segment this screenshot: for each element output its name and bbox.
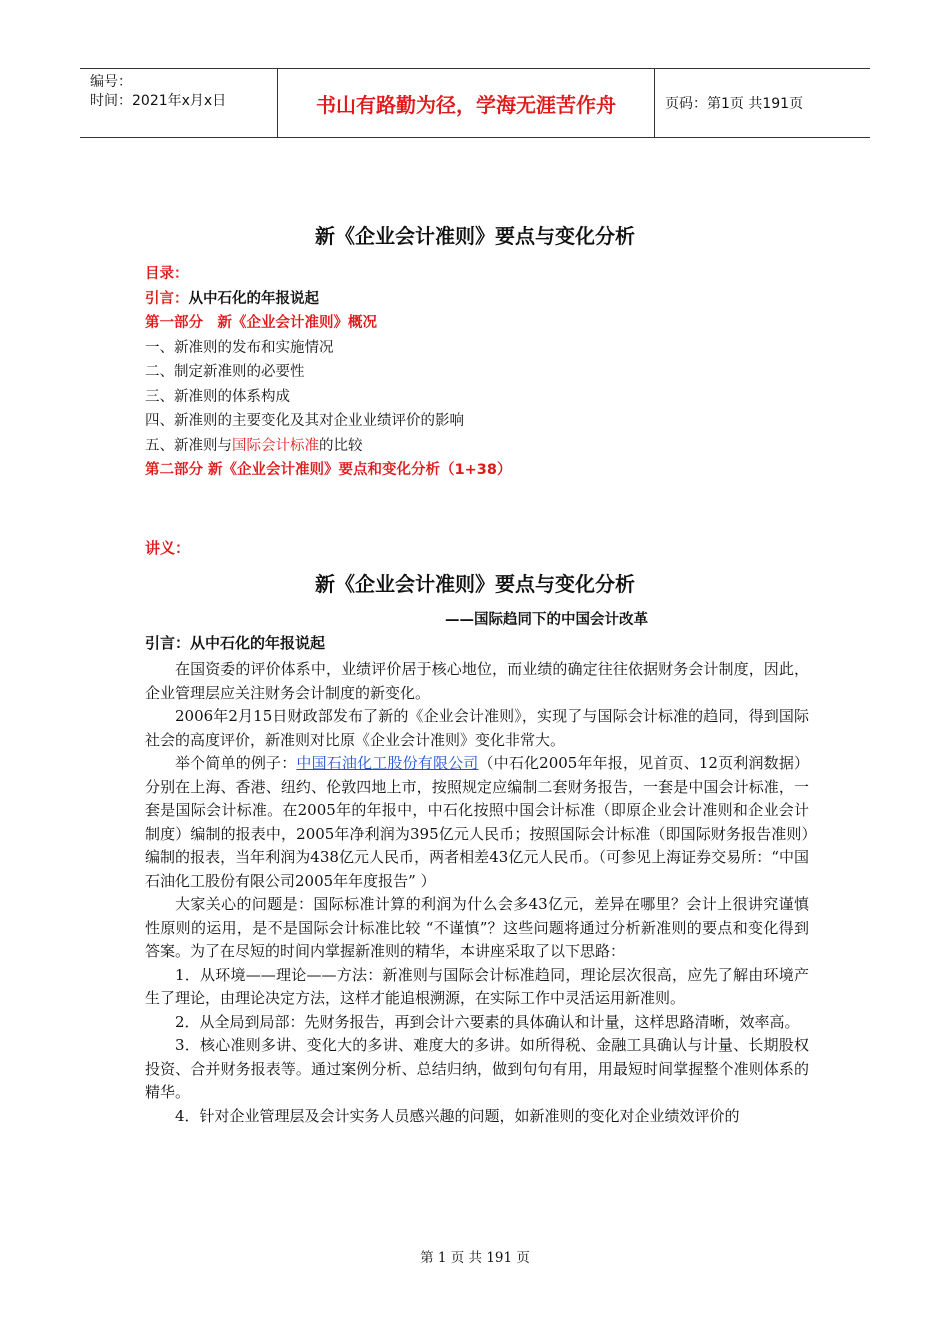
number-label: 编号： [90,74,132,90]
document-title: 新《企业会计准则》要点与变化分析 [315,224,635,248]
paragraph-3 [145,752,809,893]
toc-item-2: 二、制定新准则的必要性 [145,364,305,380]
header-meta [80,69,278,137]
paragraph-1: 在国资委的评价体系中，业绩评价居于核心地位，而业绩的确定往往依据财务会计制度，因此，企业管理层应关注财务会计制度的新变化。 [145,660,809,702]
toc-item-1: 一、新准则的发布和实施情况 [145,339,334,356]
paragraph-2: 2006年2月15日财政部发布了新的《企业会计准则》，实现了与国际会计标准的趋同，得到国际社会的高度评价，新准则对比原《企业会计准则》变化非常大。 [145,707,809,749]
toc-part2: 第二部分 新《企业会计准则》要点和变化分析（1+38） [145,462,512,478]
header-page-info: 页码：第1页 共191页 [665,96,804,112]
page-header [80,68,870,138]
paragraph-4: 大家关心的问题是：国际标准计算的利润为什么会多43亿元，差异在哪里？会计上很讲究谨慎性原则的运用，是不是国际会计标准比较 “不谨慎”？这些问题将通过分析新准则的要点和变化得到答案。为了在尽短的时间内掌握新准则的精华，本讲座采取了以下思路： [145,895,809,960]
paragraph-8: 4．针对企业管理层及会计实务人员感兴趣的问题，如新准则的变化对企业绩效评价的 [175,1106,740,1125]
paragraph-3-pre: 举个简单的例子： [175,754,297,772]
sinopec-link[interactable]: 中国石油化工股份有限公司 [296,754,479,772]
lecture-subtitle: ——国际趋同下的中国会计改革 [445,612,648,628]
toc-item-4: 四、新准则的主要变化及其对企业业绩评价的影响 [145,413,464,429]
intro-heading: 引言：从中石化的年报说起 [145,634,326,652]
header-motto: 书山有路勤为径，学海无涯苦作舟 [278,69,655,137]
toc-part1: 第一部分 新《企业会计准则》概况 [145,315,377,331]
paragraph-6: 2．从全局到局部：先财务报告，再到会计六要素的具体确认和计量，这样思路清晰，效率高。 [175,1012,800,1031]
paragraph-7: 3．核心准则多讲、变化大的多讲、难度大的多讲。如所得税、金融工具确认与计量、长期股权投资、合并财务报表等。通过案例分析、总结归纳，做到句句有用，用最短时间掌握整个准则体系的精华。 [145,1036,809,1101]
toc-intro [145,287,845,312]
page-footer: 第 1 页 共 191 页 [420,1250,530,1266]
toc-item-5-pre: 五、新准则与 [145,437,232,454]
toc-heading: 目录： [145,266,189,282]
toc-item-5-post: 的比较 [319,437,363,454]
toc-item-5-red: 国际会计标准 [232,437,319,454]
table-of-contents [145,262,845,483]
toc-intro-prefix: 引言： [145,290,189,307]
paragraph-5: 1．从环境——理论——方法：新准则与国际会计标准趋同，理论层次很高，应先了解由环境产生了理论，由理论决定方法，这样才能追根溯源，在实际工作中灵活运用新准则。 [145,965,809,1007]
date-label: 时间：2021年x月x日 [90,93,227,109]
toc-item-3: 三、新准则的体系构成 [145,388,290,405]
lecture-body [145,658,809,1128]
toc-item-5 [145,434,845,459]
toc-intro-text: 从中石化的年报说起 [188,290,319,307]
lecture-title: 新《企业会计准则》要点与变化分析 [315,572,635,596]
paragraph-3-post: （中石化2005年年报，见首页、12页利润数据）分别在上海、香港、纽约、伦敦四地上市，按照规定应编制二套财务报告，一套是中国会计标准，一套是国际会计标准。在2005年的年报中，中石化按照中国会计标准（即原企业会计准则和企业会计制度）编制的报表中，2005年净利润为395亿元人民币；按照国际会计标准（即国际财务报告准则）编制的报表，当年利润为438亿元人民币，两者相差43亿元人民币。（可参见上海证券交易所：“中国石油化工股份有限公司2005年年度报告” ） [145,754,809,890]
lecture-label: 讲义： [145,539,191,557]
